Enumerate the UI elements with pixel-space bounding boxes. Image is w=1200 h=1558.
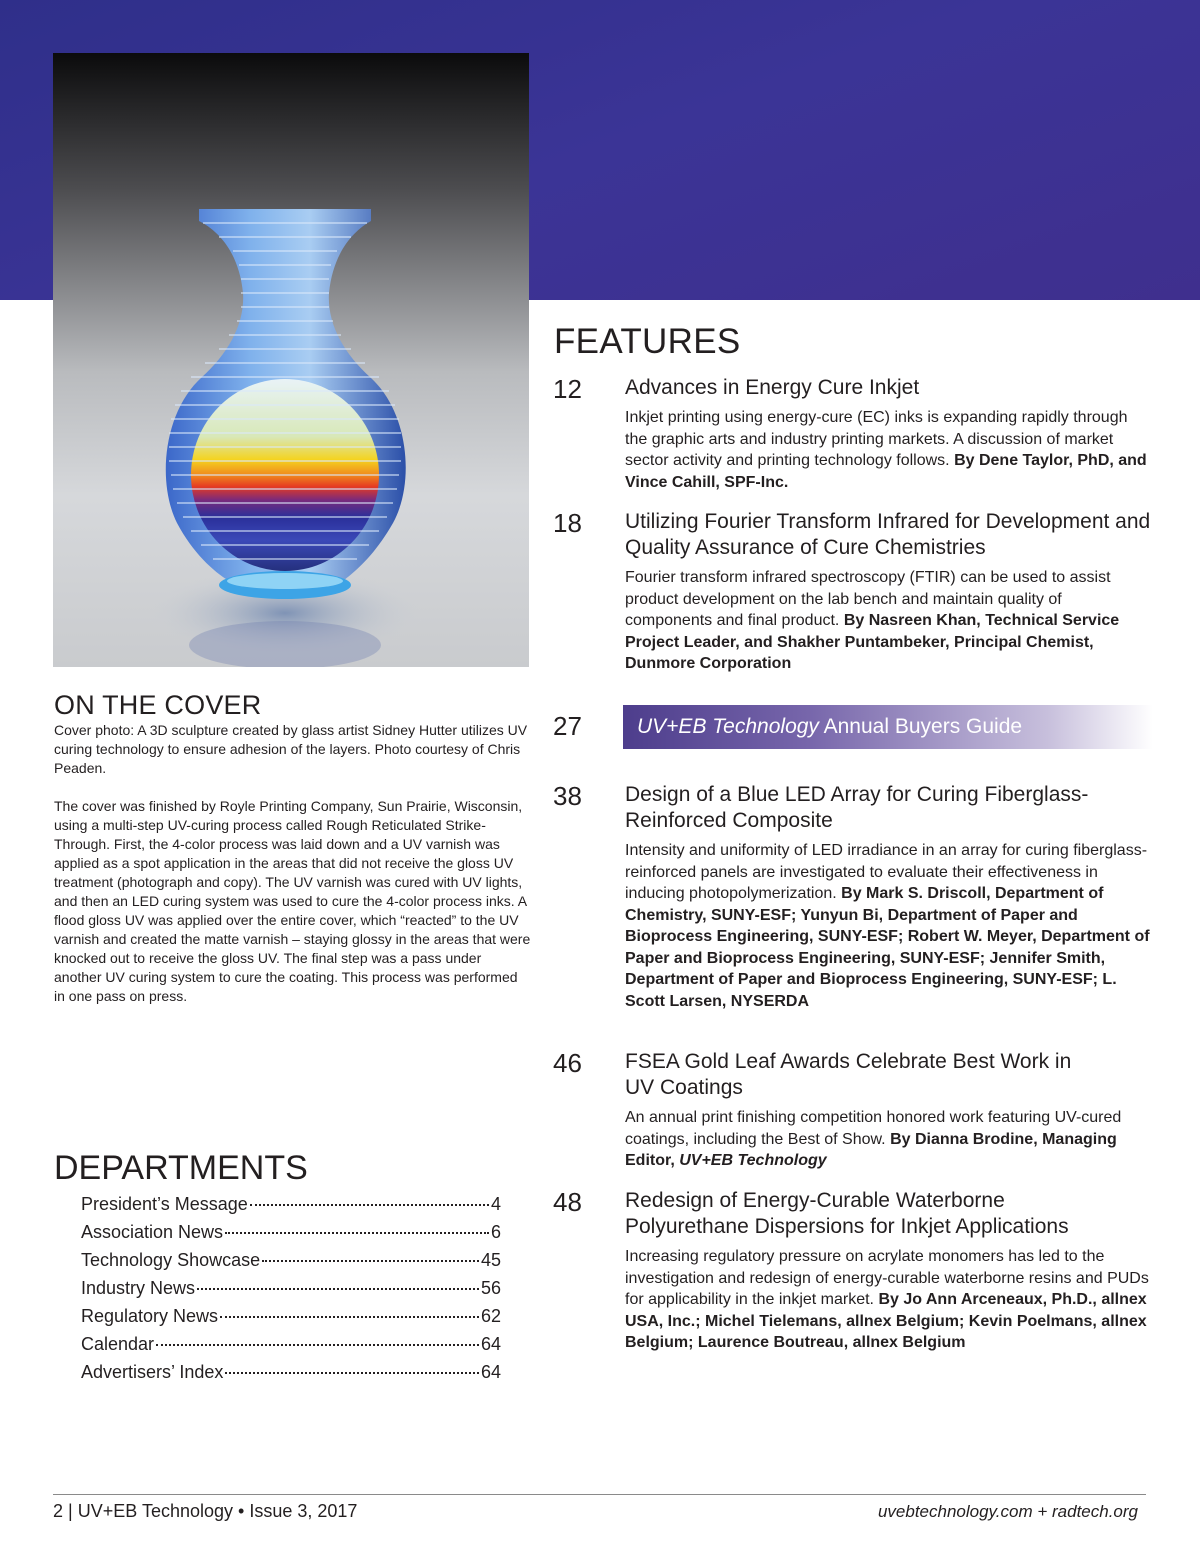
feature-title[interactable]: Advances in Energy Cure Inkjet	[625, 376, 920, 399]
buyers-guide-label	[637, 715, 1022, 739]
department-page: 64	[480, 1362, 501, 1382]
feature-page-number: 38	[553, 781, 582, 811]
cover-photo	[53, 53, 529, 667]
feature-page-number: 46	[553, 1048, 582, 1078]
feature-entry[interactable]	[553, 509, 1153, 675]
feature-entry[interactable]	[553, 1188, 1153, 1354]
buyers-guide-entry[interactable]	[553, 705, 1153, 749]
department-page: 64	[480, 1334, 501, 1354]
feature-summary: Fourier transform infrared spectroscopy (FTIR) can be used to assist product development on the lab bench and maintain quality of components and final product.	[625, 569, 1111, 629]
feature-byline: By Mark S. Driscoll, Department of Chemistry, SUNY-ESF; Yunyun Bi, Department of Paper and Bioprocess Engineering, SUNY-ESF; Robert W. Meyer, Department of Paper and Bioprocess Engineering, SUNY-ESF; Jennifer Smith, Department of Paper and Bioprocess Engineering, SUNY-ESF; L. Scott Larsen, NYSERDA	[625, 885, 1150, 1010]
department-item[interactable]	[81, 1330, 501, 1358]
department-label: President’s Message	[81, 1194, 248, 1214]
footer-folio	[53, 1501, 357, 1522]
dot-leader	[262, 1260, 479, 1262]
cover-photo-caption: Cover photo: A 3D sculpture created by glass artist Sidney Hutter utilizes UV curing technology to ensure adhesion of the layers. Photo courtesy of Chris Peaden.	[54, 722, 528, 776]
feature-description	[625, 567, 1153, 675]
feature-entry[interactable]	[553, 375, 1153, 493]
feature-summary: Inkjet printing using energy-cure (EC) inks is expanding rapidly through the graphic arts and industry printing markets. A discussion of market sector activity and printing technology follows.	[625, 409, 1128, 469]
feature-entry[interactable]	[553, 782, 1153, 1012]
feature-byline: By Nasreen Khan, Technical Service Project Leader, and Shakher Puntambeker, Principal Chemist, Dunmore Corporation	[625, 612, 1120, 672]
footer-issue: Issue 3, 2017	[249, 1501, 358, 1521]
feature-description	[625, 1107, 1153, 1172]
departments-list	[81, 1190, 501, 1386]
feature-byline: By Jo Ann Arceneaux, Ph.D., allnex USA, Inc.; Michel Tielemans, allnex Belgium; Kevin Poelmans, allnex Belgium; Laurence Boutreau, allnex Belgium	[625, 1291, 1147, 1351]
department-page: 4	[490, 1194, 501, 1214]
glass-vase-sculpture-image	[53, 53, 529, 667]
feature-description	[625, 1246, 1153, 1354]
features-heading: FEATURES	[554, 322, 741, 361]
buyers-guide-title: Annual Buyers Guide	[823, 715, 1023, 738]
dot-leader	[250, 1204, 489, 1206]
department-label: Advertisers’ Index	[81, 1362, 224, 1382]
department-item[interactable]	[81, 1302, 501, 1330]
department-label: Calendar	[81, 1334, 155, 1354]
feature-entry[interactable]	[553, 1049, 1153, 1172]
feature-page-number: 48	[553, 1187, 582, 1217]
departments-heading: DEPARTMENTS	[54, 1149, 308, 1187]
department-item[interactable]	[81, 1246, 501, 1274]
buyers-guide-publication: UV+EB Technology	[637, 715, 819, 738]
feature-description	[625, 407, 1153, 493]
dot-leader	[156, 1344, 479, 1346]
feature-page-number: 18	[553, 508, 582, 538]
department-label: Association News	[81, 1222, 224, 1242]
footer-bullet: •	[238, 1501, 245, 1521]
department-label: Industry News	[81, 1278, 196, 1298]
department-page: 45	[480, 1250, 501, 1270]
department-item[interactable]	[81, 1190, 501, 1218]
department-label: Regulatory News	[81, 1306, 219, 1326]
feature-description	[625, 840, 1153, 1012]
department-label: Technology Showcase	[81, 1250, 261, 1270]
department-item[interactable]	[81, 1218, 501, 1246]
feature-title[interactable]: Design of a Blue LED Array for Curing Fiberglass-Reinforced Composite	[625, 783, 1089, 832]
buyers-guide-page-number: 27	[553, 711, 582, 741]
department-page: 6	[490, 1222, 501, 1242]
footer-separator: |	[68, 1501, 73, 1521]
feature-title[interactable]: Utilizing Fourier Transform Infrared for Development and Quality Assurance of Cure Chemistries	[625, 510, 1151, 559]
department-item[interactable]	[81, 1358, 501, 1386]
footer-publication: UV+EB Technology	[77, 1501, 234, 1521]
department-page: 56	[480, 1278, 501, 1298]
feature-byline: By Dene Taylor, PhD, and Vince Cahill, SPF-Inc.	[625, 452, 1147, 491]
feature-title[interactable]: FSEA Gold Leaf Awards Celebrate Best Work in UV Coatings	[625, 1050, 1072, 1099]
footer-page-number: 2	[53, 1501, 64, 1521]
feature-summary: An annual print finishing competition honored work featuring UV-cured coatings, including the Best of Show.	[625, 1109, 1122, 1148]
feature-summary: Intensity and uniformity of LED irradiance in an array for curing fiberglass-reinforced panels are investigated to evaluate their effectiveness in inducing photopolymerization.	[625, 842, 1148, 902]
feature-title[interactable]: Redesign of Energy-Curable Waterborne Polyurethane Dispersions for Inkjet Applications	[625, 1189, 1069, 1238]
buyers-guide-banner[interactable]	[623, 705, 1153, 749]
feature-byline-publication: UV+EB Technology	[679, 1152, 827, 1169]
department-item[interactable]	[81, 1274, 501, 1302]
footer-websites[interactable]: uvebtechnology.com + radtech.org	[877, 1502, 1138, 1521]
cover-printing-note: The cover was finished by Royle Printing Company, Sun Prairie, Wisconsin, using a multi-step UV-curing process called Rough Reticulated Strike-Through. First, the 4-color process was laid down and a UV varnish was applied as a spot application in the areas that did not receive the gloss UV treatment (photograph and copy). The UV varnish was cured with UV lights, and then an LED curing system was used to cure the 4-color process inks. A flood gloss UV was applied over the entire cover, which “reacted” to the UV varnish and created the matte varnish – staying glossy in the areas that were knocked out to receive the gloss UV. The final step was a pass under another UV curing system to cure the coating. This process was performed in one pass on press.	[54, 798, 531, 1004]
dot-leader	[220, 1316, 479, 1318]
feature-summary: Increasing regulatory pressure on acrylate monomers has led to the investigation and redesign of energy-curable waterborne resins and PUDs for applicability in the inkjet market.	[625, 1248, 1149, 1308]
footer-divider	[53, 1494, 1146, 1495]
feature-byline: By Dianna Brodine, Managing Editor,	[625, 1130, 1117, 1169]
dot-leader	[225, 1232, 489, 1234]
dot-leader	[197, 1288, 479, 1290]
feature-page-number: 12	[553, 374, 582, 404]
on-the-cover-heading: ON THE COVER	[54, 690, 262, 720]
department-page: 62	[480, 1306, 501, 1326]
cover-description	[54, 721, 532, 1006]
dot-leader	[225, 1372, 479, 1374]
